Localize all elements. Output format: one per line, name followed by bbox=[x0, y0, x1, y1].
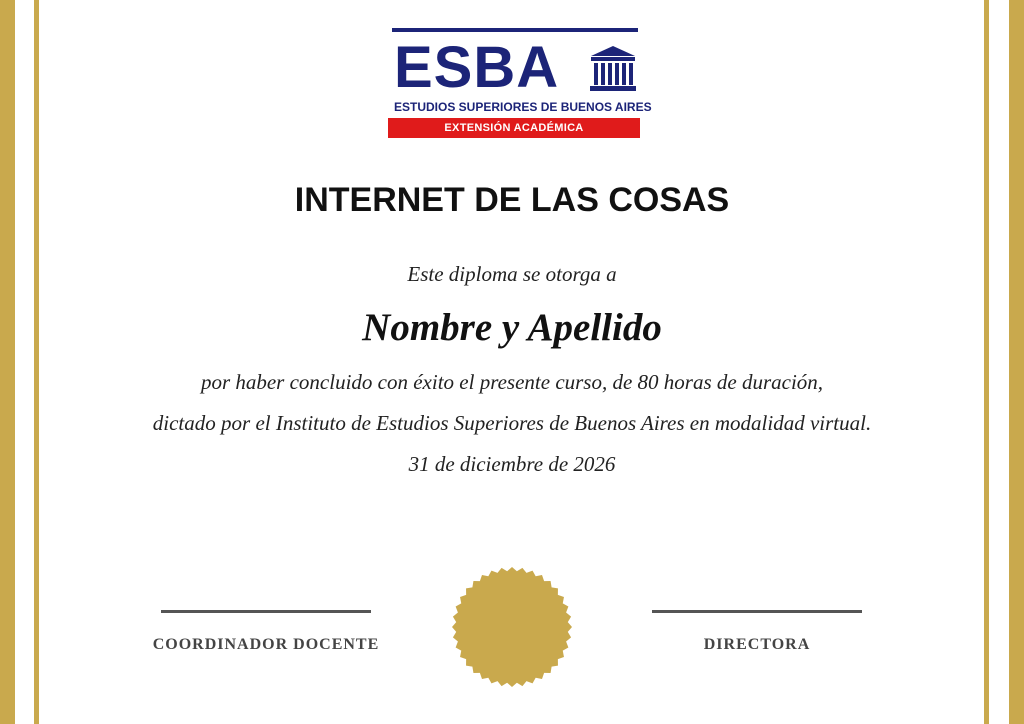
logo-band: EXTENSIÓN ACADÉMICA bbox=[388, 118, 640, 138]
gold-seal-icon bbox=[451, 566, 573, 688]
course-title: INTERNET DE LAS COSAS bbox=[294, 181, 730, 219]
signature-line-right bbox=[652, 610, 862, 613]
signature-label-director: DIRECTORA bbox=[703, 636, 811, 653]
body-line-1: por haber concluido con éxito el presente curso, de 80 horas de duración, bbox=[200, 370, 824, 394]
recipient-name: Nombre y Apellido bbox=[362, 306, 662, 349]
awarded-text: Este diploma se otorga a bbox=[407, 262, 617, 286]
body-line-2: dictado por el Instituto de Estudios Superiores de Buenos Aires en modalidad virtual. bbox=[152, 411, 872, 435]
gold-border-right-outer bbox=[1009, 0, 1024, 724]
gold-border-right-inner bbox=[984, 0, 989, 724]
logo-subtitle: ESTUDIOS SUPERIORES DE BUENOS AIRES bbox=[394, 100, 652, 114]
certificate-date: 31 de diciembre de 2026 bbox=[408, 452, 616, 476]
signature-label-coordinator: COORDINADOR DOCENTE bbox=[152, 636, 380, 653]
gold-border-left-outer bbox=[0, 0, 15, 724]
signature-line-left bbox=[161, 610, 371, 613]
esba-logo bbox=[388, 28, 652, 138]
gold-border-left-inner bbox=[34, 0, 39, 724]
logo-top-rule bbox=[392, 28, 638, 32]
logo-wordmark: ESBA bbox=[394, 35, 560, 100]
building-icon bbox=[588, 44, 638, 94]
